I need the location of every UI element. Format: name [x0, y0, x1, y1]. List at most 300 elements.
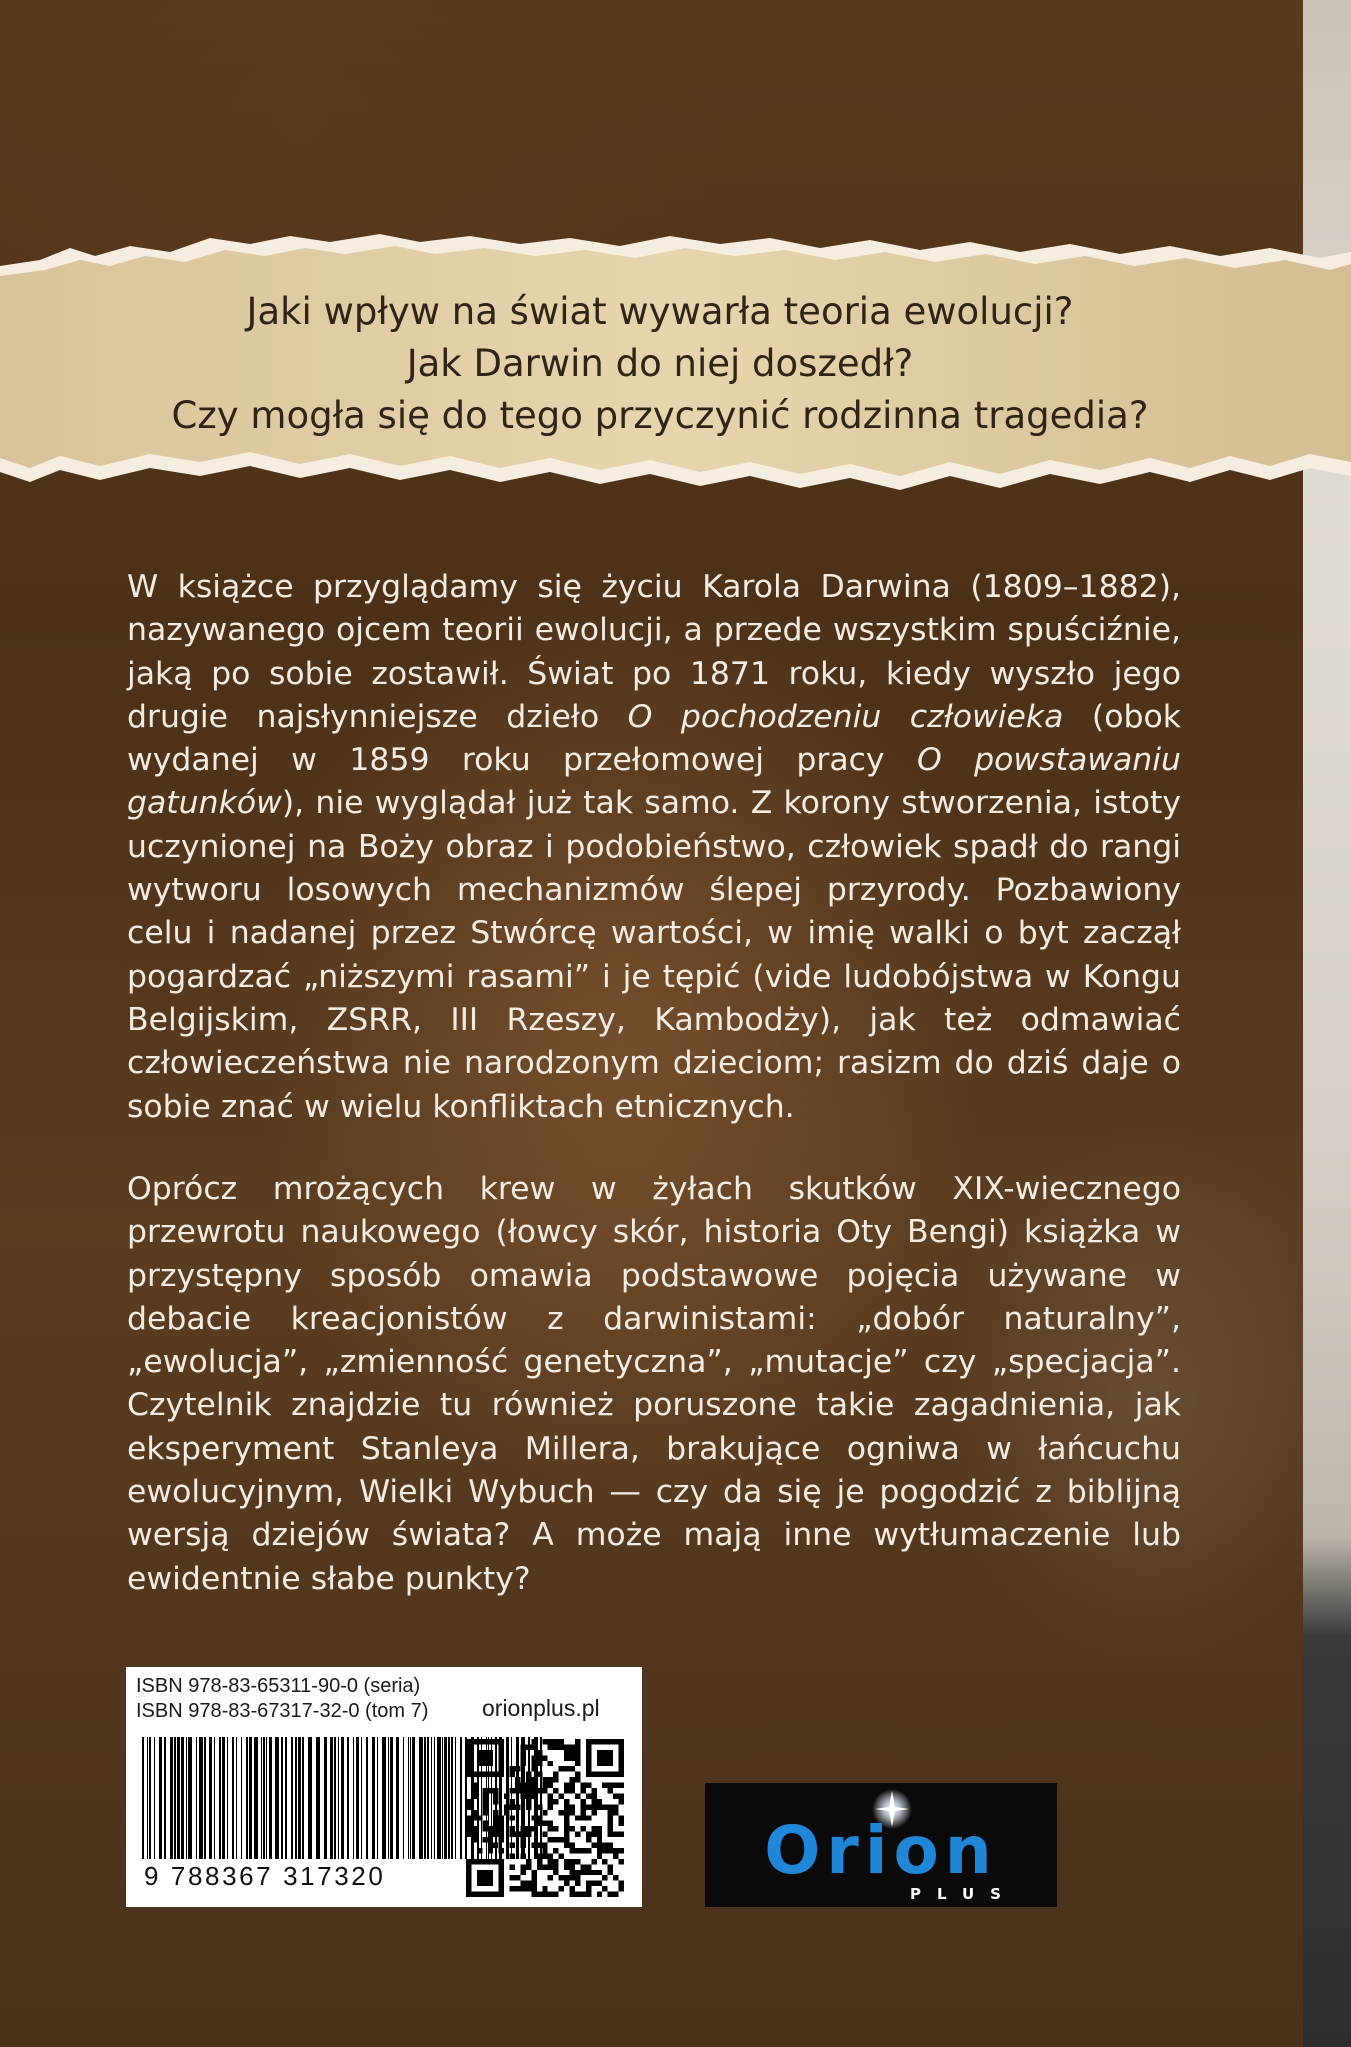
qr-module: [591, 1859, 596, 1864]
barcode-bar: [209, 1737, 212, 1859]
qr-module: [488, 1761, 493, 1766]
qr-module: [591, 1881, 596, 1886]
qr-module: [575, 1755, 580, 1760]
qr-module: [619, 1761, 624, 1766]
qr-module: [510, 1832, 515, 1837]
qr-module: [586, 1832, 591, 1837]
qr-module: [613, 1875, 618, 1880]
barcode-bar: [181, 1737, 184, 1859]
qr-module: [493, 1821, 498, 1826]
qr-module: [570, 1859, 575, 1864]
barcode-bar: [444, 1737, 447, 1859]
qr-module: [548, 1804, 553, 1809]
qr-module: [597, 1853, 602, 1858]
qr-module: [591, 1810, 596, 1815]
qr-module: [575, 1875, 580, 1880]
qr-module: [526, 1832, 531, 1837]
qr-module: [586, 1870, 591, 1875]
qr-module: [526, 1799, 531, 1804]
qr-module: [504, 1793, 509, 1798]
qr-module: [515, 1783, 520, 1788]
qr-module: [597, 1881, 602, 1886]
qr-module: [548, 1744, 553, 1749]
qr-module: [515, 1777, 520, 1782]
qr-module: [537, 1892, 542, 1897]
qr-module: [542, 1821, 547, 1826]
barcode-bar: [147, 1737, 148, 1859]
qr-module: [564, 1750, 569, 1755]
barcode-bar: [291, 1737, 293, 1859]
barcode-bar: [159, 1737, 162, 1859]
qr-module: [597, 1804, 602, 1809]
barcode-bar: [269, 1737, 272, 1859]
qr-module: [586, 1881, 591, 1886]
barcode-bar: [261, 1737, 262, 1859]
barcode-bar: [241, 1737, 242, 1859]
qr-module: [597, 1755, 602, 1760]
qr-module: [619, 1750, 624, 1755]
qr-module: [488, 1750, 493, 1755]
qr-module: [488, 1843, 493, 1848]
qr-module: [499, 1766, 504, 1771]
qr-module: [537, 1815, 542, 1820]
qr-module: [499, 1881, 504, 1886]
qr-module: [526, 1788, 531, 1793]
barcode-bar: [196, 1737, 197, 1859]
qr-module: [482, 1826, 487, 1831]
qr-module: [586, 1750, 591, 1755]
qr-module: [608, 1755, 613, 1760]
qr-module: [570, 1750, 575, 1755]
qr-module: [608, 1826, 613, 1831]
qr-module: [564, 1788, 569, 1793]
qr-module: [499, 1750, 504, 1755]
qr-module: [564, 1744, 569, 1749]
barcode-bar: [448, 1737, 450, 1859]
qr-module: [482, 1821, 487, 1826]
qr-module: [510, 1799, 515, 1804]
barcode-bar: [214, 1737, 215, 1859]
barcode-bar: [353, 1737, 354, 1859]
qr-module: [466, 1832, 471, 1837]
qr-module: [531, 1881, 536, 1886]
qr-module: [575, 1777, 580, 1782]
barcode-bar: [341, 1737, 344, 1859]
barcode-bar: [316, 1737, 320, 1859]
barcode-bar: [219, 1737, 221, 1859]
qr-module: [493, 1843, 498, 1848]
qr-module: [553, 1777, 558, 1782]
qr-module: [466, 1815, 471, 1820]
qr-module: [520, 1881, 525, 1886]
qr-module: [466, 1826, 471, 1831]
logo-sub: PLUS: [909, 1885, 1017, 1903]
qr-module: [613, 1793, 618, 1798]
barcode-bar: [455, 1737, 456, 1859]
qr-module: [553, 1744, 558, 1749]
barcode-bar: [338, 1737, 339, 1859]
qr-module: [586, 1783, 591, 1788]
qr-module: [608, 1750, 613, 1755]
barcode-bar: [403, 1737, 404, 1859]
qr-module: [537, 1853, 542, 1858]
qr-module: [531, 1739, 536, 1744]
qr-module: [477, 1772, 482, 1777]
qr-module: [608, 1815, 613, 1820]
qr-module: [531, 1777, 536, 1782]
qr-module: [586, 1864, 591, 1869]
qr-module: [597, 1772, 602, 1777]
qr-module: [586, 1848, 591, 1853]
qr-module: [482, 1810, 487, 1815]
qr-module: [586, 1766, 591, 1771]
barcode-bar: [377, 1737, 378, 1859]
qr-module: [586, 1804, 591, 1809]
qr-module: [608, 1772, 613, 1777]
qr-module: [488, 1772, 493, 1777]
qr-module: [542, 1739, 547, 1744]
publisher-website[interactable]: orionplus.pl: [482, 1695, 600, 1721]
barcode-bar: [356, 1737, 359, 1859]
qr-module: [553, 1870, 558, 1875]
qr-module: [580, 1783, 585, 1788]
qr-module: [542, 1783, 547, 1788]
qr-module: [591, 1804, 596, 1809]
qr-module: [580, 1804, 585, 1809]
qr-module: [613, 1804, 618, 1809]
qr-module: [570, 1826, 575, 1831]
qr-module: [613, 1772, 618, 1777]
qr-module: [602, 1755, 607, 1760]
qr-module: [493, 1826, 498, 1831]
qr-module: [515, 1788, 520, 1793]
qr-module: [482, 1892, 487, 1897]
qr-module: [466, 1875, 471, 1880]
qr-module: [488, 1859, 493, 1864]
qr-module: [531, 1870, 536, 1875]
qr-module: [570, 1870, 575, 1875]
qr-module: [591, 1788, 596, 1793]
qr-module: [471, 1788, 476, 1793]
qr-module: [608, 1821, 613, 1826]
qr-module: [553, 1826, 558, 1831]
qr-module: [520, 1783, 525, 1788]
qr-module: [499, 1755, 504, 1760]
qr-module: [580, 1864, 585, 1869]
qr-module: [466, 1870, 471, 1875]
barcode-bar: [324, 1737, 327, 1859]
qr-module: [542, 1886, 547, 1891]
qr-module: [613, 1892, 618, 1897]
qr-module: [542, 1788, 547, 1793]
qr-module: [548, 1892, 553, 1897]
qr-module: [602, 1739, 607, 1744]
qr-module: [570, 1788, 575, 1793]
qr-module: [564, 1881, 569, 1886]
qr-module: [608, 1788, 613, 1793]
qr-module: [559, 1853, 564, 1858]
barcode-bar: [361, 1737, 362, 1859]
qr-module: [520, 1864, 525, 1869]
qr-module: [471, 1783, 476, 1788]
qr-module: [466, 1761, 471, 1766]
qr-module: [471, 1793, 476, 1798]
qr-module: [553, 1848, 558, 1853]
qr-module: [608, 1804, 613, 1809]
qr-module: [526, 1777, 531, 1782]
qr-module: [477, 1881, 482, 1886]
qr-module: [482, 1881, 487, 1886]
qr-module: [526, 1881, 531, 1886]
qr-module: [488, 1892, 493, 1897]
qr-module: [608, 1810, 613, 1815]
barcode-bar: [410, 1737, 411, 1859]
qr-module: [466, 1772, 471, 1777]
qr-module: [619, 1799, 624, 1804]
barcode-bar: [154, 1737, 155, 1859]
qr-module: [482, 1804, 487, 1809]
qr-module: [586, 1772, 591, 1777]
qr-module: [591, 1772, 596, 1777]
qr-module: [548, 1826, 553, 1831]
qr-module: [570, 1783, 575, 1788]
qr-module: [564, 1783, 569, 1788]
qr-module: [499, 1875, 504, 1880]
qr-module: [586, 1837, 591, 1842]
qr-module: [548, 1875, 553, 1880]
barcode-bar: [249, 1737, 252, 1859]
qr-module: [499, 1761, 504, 1766]
qr-module: [553, 1739, 558, 1744]
barcode-bar: [390, 1737, 393, 1859]
qr-module: [570, 1864, 575, 1869]
qr-module: [477, 1892, 482, 1897]
qr-module: [488, 1826, 493, 1831]
qr-module: [597, 1826, 602, 1831]
qr-module: [553, 1892, 558, 1897]
qr-module: [488, 1755, 493, 1760]
barcode-bar: [236, 1737, 237, 1859]
qr-module: [531, 1793, 536, 1798]
qr-module: [510, 1788, 515, 1793]
qr-module: [526, 1783, 531, 1788]
qr-module: [482, 1788, 487, 1793]
qr-module: [537, 1755, 542, 1760]
qr-module: [482, 1859, 487, 1864]
qr-module: [564, 1843, 569, 1848]
qr-module: [466, 1750, 471, 1755]
qr-module: [613, 1810, 618, 1815]
qr-module: [586, 1755, 591, 1760]
qr-module: [570, 1766, 575, 1771]
qr-module: [471, 1892, 476, 1897]
qr-module: [488, 1848, 493, 1853]
qr-module: [499, 1821, 504, 1826]
qr-module: [619, 1859, 624, 1864]
qr-module: [608, 1864, 613, 1869]
qr-module: [466, 1892, 471, 1897]
qr-module: [597, 1761, 602, 1766]
qr-module: [531, 1826, 536, 1831]
qr-module: [510, 1843, 515, 1848]
barcode-bar: [232, 1737, 234, 1859]
barcode-bar: [424, 1737, 426, 1859]
barcode-bar: [366, 1737, 368, 1859]
qr-module: [520, 1832, 525, 1837]
qr-module: [466, 1755, 471, 1760]
qr-module: [482, 1755, 487, 1760]
qr-module: [482, 1793, 487, 1798]
qr-module: [510, 1772, 515, 1777]
qr-module: [602, 1783, 607, 1788]
qr-module: [613, 1848, 618, 1853]
qr-module: [493, 1810, 498, 1815]
qr-module: [542, 1777, 547, 1782]
qr-module: [559, 1793, 564, 1798]
qr-module: [499, 1892, 504, 1897]
qr-module: [499, 1772, 504, 1777]
qr-module: [471, 1739, 476, 1744]
barcode-bar: [204, 1737, 206, 1859]
barcode-bar: [174, 1737, 176, 1859]
qr-module: [531, 1766, 536, 1771]
qr-module: [586, 1886, 591, 1891]
qr-module: [564, 1804, 569, 1809]
barcode-bar: [302, 1737, 304, 1859]
qr-module: [488, 1870, 493, 1875]
qr-module: [520, 1761, 525, 1766]
qr-module: [548, 1739, 553, 1744]
qr-module: [499, 1744, 504, 1749]
qr-module: [531, 1886, 536, 1891]
qr-module: [499, 1848, 504, 1853]
qr-module: [466, 1864, 471, 1869]
qr-module: [537, 1843, 542, 1848]
barcode-bar: [382, 1737, 386, 1859]
qr-module: [477, 1761, 482, 1766]
qr-module: [466, 1881, 471, 1886]
barcode-bar: [164, 1737, 166, 1859]
qr-module: [542, 1832, 547, 1837]
qr-module: [526, 1793, 531, 1798]
qr-module: [526, 1804, 531, 1809]
barcode-bar: [246, 1737, 248, 1859]
qr-module: [548, 1783, 553, 1788]
qr-module: [570, 1843, 575, 1848]
qr-module: [619, 1886, 624, 1891]
qr-code-icon[interactable]: [466, 1739, 624, 1897]
qr-module: [531, 1744, 536, 1749]
qr-module: [586, 1761, 591, 1766]
paragraph-text: W książce przyglądamy się życiu Karola Darwina (1809–1882), nazywanego ojcem teorii ewolucji, a przede wszystkim spuściźnie, jaką po sobie zostawił. Świat po 1871 roku, kiedy wyszło jego drugie najsłynniejsze dzieło: [127, 569, 1181, 735]
qr-module: [586, 1793, 591, 1798]
qr-module: [548, 1821, 553, 1826]
qr-module: [520, 1837, 525, 1842]
qr-module: [477, 1859, 482, 1864]
qr-module: [619, 1832, 624, 1837]
barcode-bar: [372, 1737, 375, 1859]
barcode-bar: [419, 1737, 423, 1859]
qr-module: [597, 1799, 602, 1804]
qr-module: [493, 1739, 498, 1744]
qr-module: [591, 1843, 596, 1848]
qr-module: [542, 1755, 547, 1760]
qr-module: [564, 1815, 569, 1820]
qr-module: [591, 1870, 596, 1875]
qr-module: [570, 1755, 575, 1760]
barcode-panel: [126, 1667, 642, 1907]
qr-module: [597, 1870, 602, 1875]
qr-module: [586, 1815, 591, 1820]
qr-module: [520, 1843, 525, 1848]
qr-module: [482, 1772, 487, 1777]
qr-module: [591, 1832, 596, 1837]
description-paragraph-1: [127, 566, 1181, 1129]
qr-module: [471, 1815, 476, 1820]
barcode-bar: [460, 1737, 462, 1859]
question-line: Jaki wpływ na świat wywarła teoria ewolucji?: [246, 290, 1074, 333]
qr-module: [482, 1739, 487, 1744]
qr-module: [586, 1892, 591, 1897]
qr-module: [471, 1859, 476, 1864]
qr-module: [471, 1832, 476, 1837]
qr-module: [526, 1772, 531, 1777]
qr-module: [482, 1870, 487, 1875]
question-line: Jak Darwin do niej doszedł?: [406, 342, 914, 385]
qr-module: [597, 1837, 602, 1842]
qr-module: [597, 1832, 602, 1837]
qr-module: [608, 1870, 613, 1875]
barcode-bar: [263, 1737, 265, 1859]
qr-module: [564, 1799, 569, 1804]
qr-module: [493, 1772, 498, 1777]
qr-module: [466, 1766, 471, 1771]
qr-module: [613, 1783, 618, 1788]
qr-module: [520, 1853, 525, 1858]
qr-module: [548, 1859, 553, 1864]
qr-module: [553, 1772, 558, 1777]
barcode-bar: [330, 1737, 333, 1859]
qr-module: [619, 1772, 624, 1777]
qr-module: [477, 1755, 482, 1760]
description-paragraph-2: [127, 1168, 1181, 1601]
qr-module: [531, 1755, 536, 1760]
qr-module: [471, 1772, 476, 1777]
qr-module: [619, 1815, 624, 1820]
qr-module: [608, 1848, 613, 1853]
barcode-bar: [396, 1737, 399, 1859]
barcode-bar: [149, 1737, 151, 1859]
qr-module: [575, 1739, 580, 1744]
qr-module: [526, 1864, 531, 1869]
qr-module: [531, 1788, 536, 1793]
barcode-bar: [222, 1737, 225, 1859]
qr-module: [510, 1886, 515, 1891]
qr-module: [608, 1761, 613, 1766]
qr-module: [520, 1886, 525, 1891]
qr-module: [499, 1859, 504, 1864]
qr-module: [570, 1744, 575, 1749]
barcode-bar: [298, 1737, 301, 1859]
qr-module: [559, 1739, 564, 1744]
qr-module: [537, 1772, 542, 1777]
qr-module: [564, 1766, 569, 1771]
barcode-bar: [285, 1737, 287, 1859]
qr-module: [548, 1777, 553, 1782]
qr-module: [488, 1875, 493, 1880]
qr-module: [608, 1892, 613, 1897]
qr-module: [526, 1886, 531, 1891]
